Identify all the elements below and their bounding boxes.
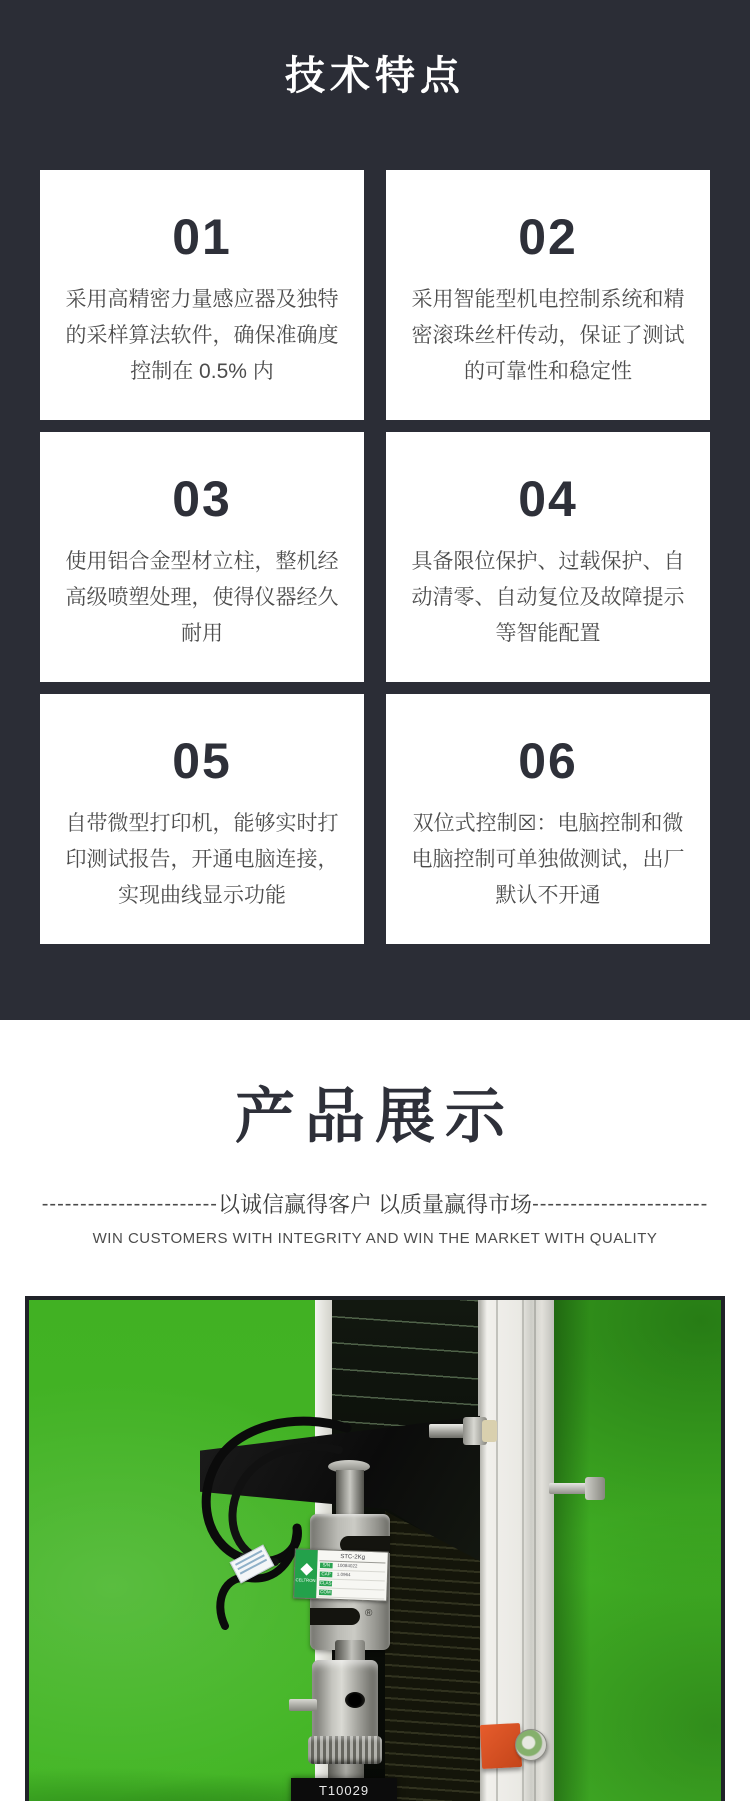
feature-card-04 [386,432,710,682]
feature-card-03 [40,432,364,682]
knurled-ring [308,1736,382,1764]
coupler-hole [345,1692,365,1708]
tech-section-title: 技术特点 [285,54,465,98]
label-row-value: 10084022 [337,1563,358,1570]
feature-cards-grid [40,170,710,944]
label-row-header: COM [320,1589,331,1596]
column-bolt-head [585,1477,605,1500]
feature-number: 02 [518,209,578,265]
column-groove [522,1300,524,1801]
label-spec-panel [316,1550,388,1600]
feature-description: 使用铝合金型材立柱，整机经高级喷塑处理，使得仪器经久耐用 [65,550,339,645]
label-model: STC-2Kg [319,1552,385,1563]
registered-mark: ® [365,1608,373,1619]
label-row-header: CLAS [319,1580,332,1587]
load-cell-slot [310,1608,360,1625]
feature-number: 05 [172,733,232,789]
feature-number: 04 [518,471,578,527]
label-row-value: 1.0964 [336,1572,351,1579]
load-cell-label [293,1548,389,1601]
column-shadow [554,1300,590,1801]
feature-number: 01 [172,209,232,265]
feature-number: 03 [172,471,232,527]
limit-stop-knob [515,1729,547,1761]
feature-description: 采用智能型机电控制系统和精密滚珠丝杆传动，保证了测试的可靠性和稳定性 [411,288,685,383]
label-brand-panel [294,1549,318,1598]
feature-number: 06 [518,733,578,789]
product-photo [25,1296,725,1801]
serial-number: T10029 [318,1783,370,1798]
tagline [0,1189,750,1220]
feature-description: 双位式控制☒：电脑控制和微电脑控制可单独做测试，出厂默认不开通 [411,812,685,907]
feature-description: 自带微型打印机，能够实时打印测试报告，开通电脑连接，实现曲线显示功能 [65,812,339,907]
brand-logo-icon [300,1562,313,1575]
load-cell-top-stud [336,1470,364,1518]
tagline-english: WIN CUSTOMERS WITH INTEGRITY AND WIN THE MARKET WITH QUALITY [92,1230,658,1247]
feature-description: 具备限位保护、过载保护、自动清零、自动复位及故障提示等智能配置 [411,550,685,645]
grip-block [291,1778,397,1801]
tagline-dashes-right: ----------------------- [532,1193,709,1215]
feature-card-05 [40,694,364,944]
feature-card-06 [386,694,710,944]
feature-card-02 [386,170,710,420]
label-row [318,1588,384,1599]
tagline-text: 以诚信赢得客户 以质量赢得市场 [217,1192,533,1217]
product-display-section [0,1020,750,1801]
crosshead-bolt-cap [482,1420,497,1442]
brand-name: CELTRON [295,1577,316,1584]
label-row-header: S/N [320,1563,333,1569]
coupler-pin-head [275,1693,299,1717]
label-row-header: CAP [321,1571,331,1578]
tagline-dashes-left: ----------------------- [41,1193,218,1215]
feature-card-01 [40,170,364,420]
column-groove [534,1300,536,1801]
feature-description: 采用高精密力量感应器及独特的采样算法软件，确保准确度控制在 0.5% 内 [65,288,339,383]
product-section-title: 产品展示 [235,1083,515,1150]
